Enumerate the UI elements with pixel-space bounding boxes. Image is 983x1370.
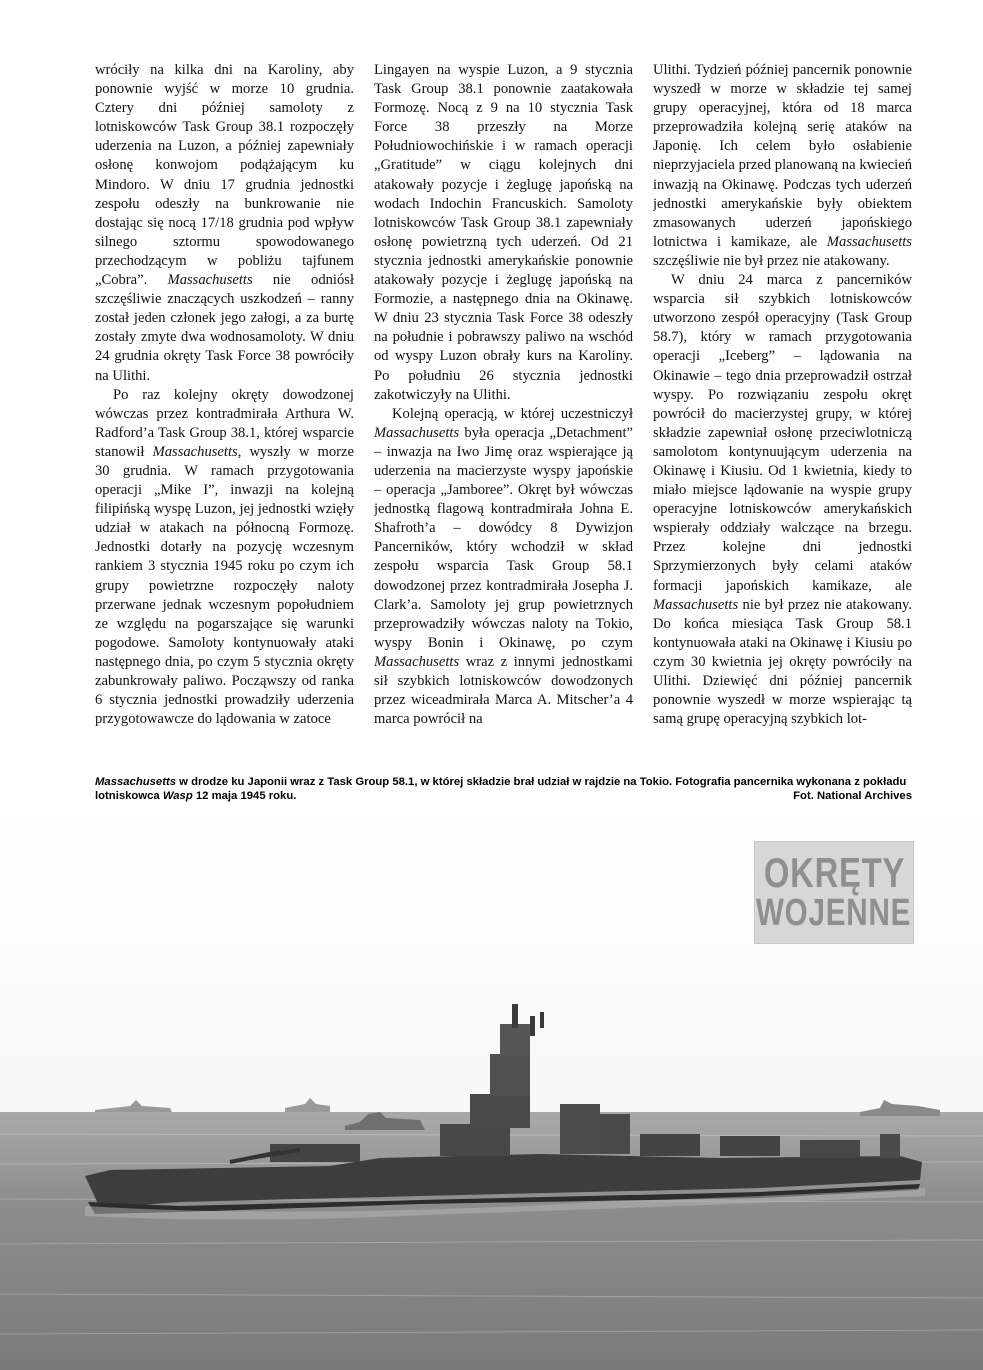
paragraph: Po raz kolejny okręty dowodzonej wówczas przez kontradmirała Arthura W. Radford’a Task Group 38.1, której wsparcie stanowił Massachusetts, wyszły w morze 30 grudnia. W ramach przygotowania operacji „Mike I”, inwazji na kolejną filipińską wyspę Luzon, jej jednostki wzięły udział w atakach na północną Formozę. Jednostki dotarły na pozycję wczesnym rankiem 3 stycznia 1945 roku po czym ich grupy powietrzne rozpoczęły naloty przerwane jednak wczesnym popołudniem ze względu na pogarszające się warunki pogodowe. Samoloty kontynuowały ataki następnego dnia, po czym 5 stycznia okręty zabunkrowały paliwo. Począwszy od ranka 6 stycznia jednostki prowadziły uderzenia przygotowawcze do lądowania w zatoce <box>95 386 354 728</box>
photo-credit: Fot. National Archives <box>793 790 912 803</box>
caption-ship-name: Massachusetts <box>95 776 176 788</box>
paragraph: Lingayen na wyspie Luzon, a 9 stycznia Task Group 38.1 ponownie zaatakowała Formozę. Nocą z 9 na 10 stycznia Task Force 38 przeszły na Morze Południowochińskie i w ramach operacji „Gratitude” w ciągu kolejnych dni atakowały pozycje i żeglugę japońską na wodach Indochin Francuskich. Samoloty lotniskowców Task Group 38.1 zapewniały osłonę powietrzną tych uderzeń. Od 21 stycznia jednostki amerykańskie ponownie atakowały pozycje i żeglugę japońską na Formozie, a następnego dnia na Okinawę. W dniu 23 stycznia Task Force 38 odeszły na południe i pobrawszy paliwo na wschód od wyspy Luzon obrały kurs na Karoliny. Po południu 26 stycznia jednostki zakotwiczyły na Ulithi. <box>374 62 633 403</box>
paragraph: wróciły na kilka dni na Karoliny, aby ponownie wyjść w morze 10 grudnia. Cztery dni później samoloty z lotniskowców Task Group 38.1 rozpoczęły uderzenia na Luzon, a później zapewniały osłonę konwojom podążającym ku Mindoro. W dniu 17 grudnia jednostki zespołu odeszły na bunkrowanie nie dostając się nocą 17/18 grudnia pod wpływ silnego sztormu spowodowanego przechodzącym w pobliżu tajfunem „Cobra”. Massachusetts nie odniósł szczęśliwie znaczących uszkodzeń – ranny został jeden członek jego załogi, a za burtę zostały zmyte dwa wodnosamoloty. W dniu 24 grudnia okręty Task Force 38 powróciły na Ulithi. <box>95 62 354 384</box>
caption-carrier-name: Wasp <box>162 790 193 803</box>
caption-date: 12 maja 1945 roku. <box>192 790 297 803</box>
photo-caption <box>95 775 912 804</box>
magazine-logo <box>754 841 914 944</box>
logo-line-2: WOJENNE <box>756 891 912 934</box>
caption-text: w drodze ku Japonii wraz z Task Group 58.1, w której składzie brał udział w rajdzie na Tokio. Fotografia pancernika wykonana z pokładu lotniskowca <box>95 776 907 803</box>
article-body <box>95 61 912 773</box>
text-column-3 <box>653 61 912 773</box>
text-column-2 <box>374 61 633 773</box>
paragraph: W dniu 24 marca z pancerników wsparcia sił szybkich lotniskowców utworzono zespół operacyjny (Task Group 58.7), który w ramach przygotowania operacji „Iceberg” – lądowania na Okinawie – tego dnia przeprowadził ostrzał wyspy. Po rozwiązaniu zespołu okręt powrócił do macierzystej grupy, w której składzie zapewniał osłonę przeciwlotniczą samolotom kontynuującym uderzenia na Okinawę i Kiusiu. Od 1 kwietnia, kiedy to miało miejsce lądowanie na wyspie grupy operacyjne lotniskowców amerykańskich wspierały oddziały walczące na brzegu. Przez kolejne dni jednostki Sprzymierzonych były celami ataków formacji japońskich kamikaze, ale Massachusetts nie był przez nie atakowany. Do końca miesiąca Task Group 58.1 kontynuowała ataki na Okinawę i Kiusiu po czym 30 kwietnia jej okręty powróciły na Ulithi. Dziewięć dni później pancernik ponownie wyszedł w morze wspierając tą samą grupę operacyjną szybkich lot- <box>653 272 912 728</box>
paragraph: Kolejną operacją, w której uczestniczył Massachusetts była operacja „Detachment” – inwazja na Iwo Jimę oraz wspierające ją uderzenia na macierzyste wyspy japońskie – operacja „Jamboree”. Okręt był wówczas jednostką flagową kontradmirała Johna E. Shafroth’a – dowódcy 8 Dywizjon Pancerników, który wchodził w skład zespołu wsparcia Task Group 58.1 dowodzonej przez kontradmirała Josepha J. Clark’a. Samoloty jej grup powietrznych przeprowadziły wówczas naloty na Tokio, wyspy Bonin i Okinawę, po czym Massachusetts wraz z innymi jednostkami sił szybkich lotniskowców dowodzonych przez wiceadmirała Marca A. Mitscher’a 4 marca powrócił na <box>374 405 633 728</box>
text-column-1 <box>95 61 354 773</box>
logo-line-1: OKRĘTY <box>763 848 905 896</box>
paragraph: Ulithi. Tydzień później pancernik ponownie wyszedł w morze w składzie tej samej grupy operacyjnej, która od 18 marca przeprowadziła kolejną serię ataków na Japonię. Ich celem było osłabienie nieprzyjaciela przed planowaną na kwiecień inwazją na Okinawę. Podczas tych uderzeń jednostki amerykańskie były obiektem zmasowanych uderzeń japońskiego lotnictwa i kamikaze, ale Massachusetts szczęśliwie nie był przez nie atakowany. <box>653 62 912 269</box>
